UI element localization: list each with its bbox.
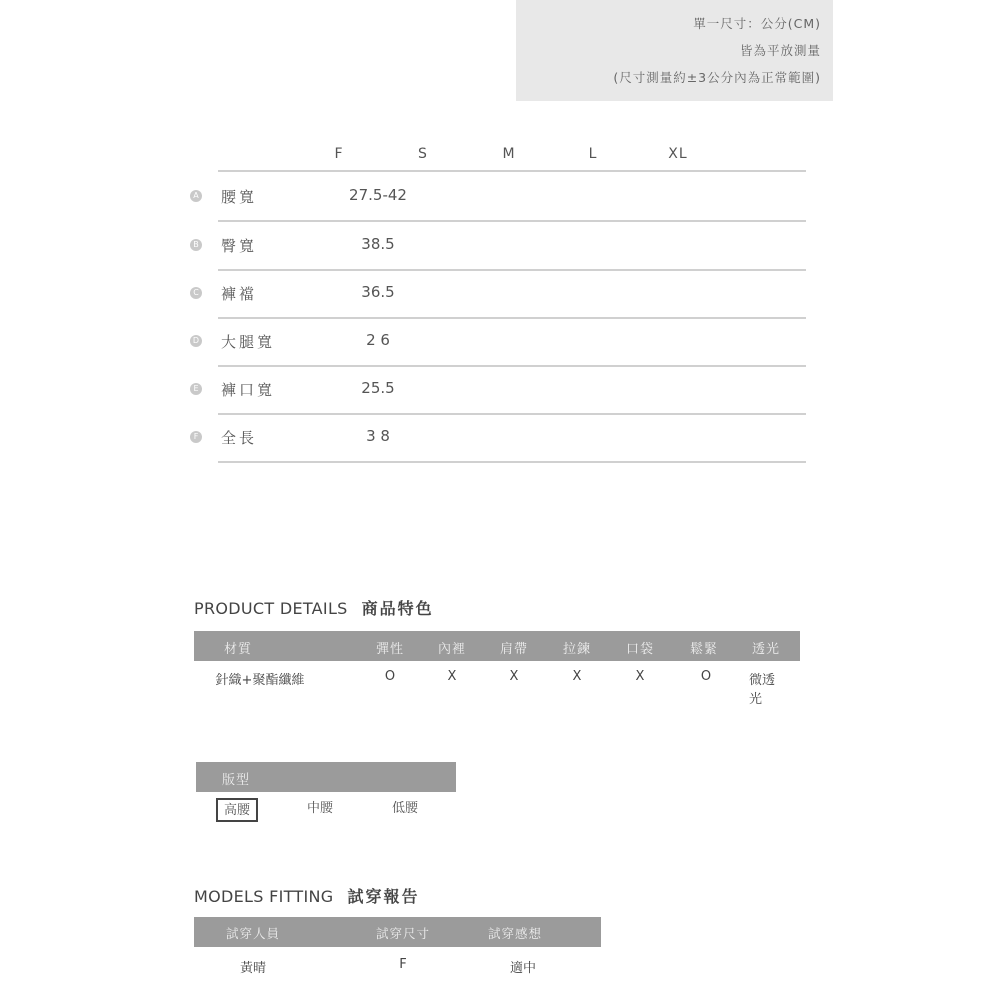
fit-option-high-waist: 高腰 xyxy=(216,798,258,822)
details-col-header: 拉鍊 xyxy=(562,642,592,657)
unit-note-box xyxy=(516,0,833,101)
details-value: X xyxy=(572,669,582,684)
details-col-header: 鬆緊 xyxy=(689,642,719,657)
details-col-header: 透光 xyxy=(751,642,781,657)
size-col-header: F xyxy=(334,146,344,162)
details-value: O xyxy=(700,669,712,684)
unit-note-line3: (尺寸測量約±3公分內為正常範圍) xyxy=(613,70,821,85)
details-value: 針織+聚酯纖維 xyxy=(215,673,305,688)
row-badge-icon: C xyxy=(190,287,202,299)
details-col-header: 材質 xyxy=(223,642,253,657)
row-badge-icon: F xyxy=(190,431,202,443)
models-col-header: 試穿感想 xyxy=(487,926,543,941)
row-badge-icon: E xyxy=(190,383,202,395)
size-col-header: M xyxy=(502,146,516,162)
row-value: 2 6 xyxy=(366,331,390,349)
details-col-header: 內裡 xyxy=(437,642,467,657)
row-label: 褲襠 xyxy=(221,285,258,303)
row-badge-icon: B xyxy=(190,239,202,251)
size-col-header: S xyxy=(418,146,428,162)
size-row-waist xyxy=(193,173,806,222)
models-col-header: 試穿尺寸 xyxy=(375,926,431,941)
size-row-crotch xyxy=(193,270,806,319)
product-details-title-zh: 商品特色 xyxy=(361,599,434,618)
models-value: 黃晴 xyxy=(239,961,267,976)
models-value: 適中 xyxy=(509,961,537,976)
size-row-hip xyxy=(193,222,806,271)
product-details-title-en: PRODUCT DETAILS xyxy=(194,599,348,618)
fit-option-low-waist: 低腰 xyxy=(391,801,419,816)
product-details-title xyxy=(194,596,434,619)
row-label: 褲口寬 xyxy=(221,381,276,399)
size-row-length xyxy=(193,414,806,463)
row-label: 臀寬 xyxy=(221,237,258,255)
models-fitting-values xyxy=(194,955,601,979)
row-value: 36.5 xyxy=(361,283,395,301)
models-fitting-title-zh: 試穿報告 xyxy=(347,887,420,906)
models-fitting-header xyxy=(194,917,601,947)
details-value: X xyxy=(447,669,457,684)
product-details-header xyxy=(194,631,800,661)
models-fitting-title-en: MODELS FITTING xyxy=(194,887,334,906)
details-col-header: 彈性 xyxy=(375,642,405,657)
row-label: 腰寬 xyxy=(221,188,258,206)
details-value: X xyxy=(635,669,645,684)
details-value: X xyxy=(509,669,519,684)
row-badge-icon: D xyxy=(190,335,202,347)
row-value: 3 8 xyxy=(366,427,390,445)
fit-header-label: 版型 xyxy=(222,773,251,788)
size-row-hem xyxy=(193,366,806,415)
fit-option-mid-waist: 中腰 xyxy=(306,801,334,816)
unit-note-line1: 單一尺寸：公分(CM) xyxy=(693,16,821,31)
details-col-header: 肩帶 xyxy=(499,642,529,657)
details-value: O xyxy=(384,669,396,684)
size-col-header: XL xyxy=(668,146,688,162)
fit-header xyxy=(196,762,456,792)
models-fitting-title xyxy=(194,884,419,907)
details-value: 微透光 xyxy=(749,673,776,707)
unit-note-line2: 皆為平放測量 xyxy=(739,43,821,58)
size-col-header: L xyxy=(588,146,598,162)
details-col-header: 口袋 xyxy=(625,642,655,657)
row-value: 38.5 xyxy=(361,235,395,253)
row-badge-icon: A xyxy=(190,190,202,202)
row-value: 25.5 xyxy=(361,379,395,397)
row-label: 全長 xyxy=(221,429,258,447)
row-label: 大腿寬 xyxy=(221,333,276,351)
row-value: 27.5-42 xyxy=(349,186,407,204)
size-row-thigh xyxy=(192,318,806,367)
product-details-values xyxy=(194,667,800,707)
models-value: F xyxy=(399,957,407,972)
size-table-header xyxy=(218,140,806,172)
models-col-header: 試穿人員 xyxy=(225,926,281,941)
